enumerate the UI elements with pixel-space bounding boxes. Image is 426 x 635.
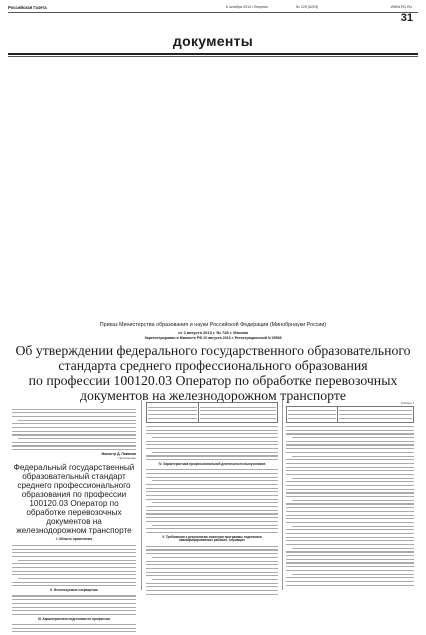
section-rule-thin (8, 56, 418, 57)
text-line (146, 532, 278, 533)
text-line (18, 560, 136, 561)
text-line (286, 444, 414, 445)
text-line (146, 564, 278, 565)
text-line (146, 430, 278, 431)
text-line (286, 570, 414, 571)
text-line (12, 595, 136, 596)
text-line (12, 610, 136, 611)
headline-line-1: Об утверждении федерального государственного образовательного (15, 343, 411, 358)
text-line (12, 556, 136, 557)
text-line (288, 414, 336, 415)
text-line (12, 628, 136, 629)
text-line (146, 426, 278, 427)
page-number: 31 (400, 12, 413, 24)
headline-line-2: стандарта среднего профессионального образования (58, 358, 368, 373)
newspaper-name: Российская Газета (8, 5, 47, 10)
text-line (200, 407, 276, 408)
text-line (286, 544, 414, 545)
masthead-rule (8, 12, 418, 13)
text-line (286, 540, 414, 541)
order-date: от 2 августа 2013 г. № 728 г. Москва (178, 330, 248, 335)
body-column-1 (12, 406, 136, 635)
text-line (286, 474, 414, 475)
section-title: документы (172, 33, 254, 49)
text-line (288, 418, 336, 419)
text-line (146, 513, 278, 514)
text-line (286, 489, 414, 490)
text-line (146, 499, 278, 500)
column-divider (141, 400, 142, 590)
blank-area (8, 62, 418, 317)
issue-number: № 225 (6203) (296, 5, 319, 9)
text-line (286, 463, 414, 464)
training-periods-table (286, 406, 414, 424)
table-row (147, 403, 278, 423)
text-line (200, 410, 276, 411)
text-line (146, 568, 278, 569)
text-line (286, 529, 414, 530)
text-line (152, 557, 278, 558)
text-line (286, 470, 414, 471)
text-line (12, 582, 136, 583)
text-line (286, 467, 414, 468)
section-heading-2: II. Используемые сокращения (50, 588, 98, 593)
section-rule-thick (8, 53, 418, 55)
issue-date: 6 октября 2013 • Вторник (226, 5, 268, 9)
text-line (146, 590, 278, 591)
text-line (146, 455, 278, 456)
text-line (146, 583, 278, 584)
text-line (146, 495, 278, 496)
text-line (146, 448, 278, 449)
table-cell (199, 403, 278, 423)
text-line (12, 631, 136, 632)
text-line (286, 511, 414, 512)
order-issuer: Приказ Министерства образования и науки Российской Федерации (Минобрнауки России) (99, 322, 327, 328)
text-line (146, 469, 278, 470)
text-line (286, 585, 414, 586)
column-divider (282, 400, 283, 590)
text-line (12, 409, 136, 410)
text-line (146, 510, 278, 511)
text-line (286, 496, 414, 497)
text-line (292, 478, 414, 479)
text-line (146, 517, 278, 518)
text-line (146, 575, 278, 576)
text-line (146, 528, 278, 529)
text-line (286, 551, 414, 552)
text-line (286, 577, 414, 578)
text-line (12, 574, 136, 575)
order-registration: Зарегистрирован в Минюсте РФ 20 августа 2013 г. Регистрационный N 29598 (144, 336, 282, 340)
headline-line-4: документов на железнодорожном транспорте (79, 388, 346, 403)
text-line (286, 515, 414, 516)
text-line (152, 480, 278, 481)
text-line (339, 414, 412, 415)
text-line (146, 561, 278, 562)
text-line (286, 492, 414, 493)
table-cell (287, 406, 338, 423)
text-line (146, 546, 278, 547)
text-line (12, 427, 136, 428)
text-line (12, 585, 136, 586)
text-line (148, 418, 197, 419)
text-line (286, 537, 414, 538)
section-heading-3: III. Характеристика подготовки по профессии (38, 616, 110, 621)
text-line (12, 449, 136, 450)
text-line (286, 562, 414, 563)
text-line (292, 456, 414, 457)
text-line (18, 420, 136, 421)
text-line (286, 566, 414, 567)
text-line (286, 522, 414, 523)
text-line (146, 433, 278, 434)
text-line (286, 581, 414, 582)
text-line (152, 579, 278, 580)
table-label: Таблица 1 (400, 402, 414, 405)
text-line (12, 445, 136, 446)
text-line (18, 578, 136, 579)
text-line (12, 571, 136, 572)
text-line (12, 416, 136, 417)
standard-title: Федеральный государственный образовательный стандарт среднего профессионального образования по профессии 100120.03 Оператор по обработке перевозочных документов на железнодорожном транспорте (13, 463, 135, 536)
text-line (339, 418, 412, 419)
text-line (292, 548, 414, 549)
text-line (148, 414, 197, 415)
text-line (12, 434, 136, 435)
text-line (292, 437, 414, 438)
text-line (286, 459, 414, 460)
text-line (286, 533, 414, 534)
text-line (12, 431, 136, 432)
text-line (286, 503, 414, 504)
text-line (152, 525, 278, 526)
text-line (152, 437, 278, 438)
text-line (146, 491, 278, 492)
text-line (146, 594, 278, 595)
section-heading-4: IV. Характеристика профессиональной деятельности выпускников (158, 461, 266, 466)
text-line (12, 549, 136, 550)
text-line (146, 572, 278, 573)
text-line (146, 521, 278, 522)
text-line (339, 410, 412, 411)
text-line (146, 488, 278, 489)
table-cell (337, 406, 413, 423)
text-line (146, 444, 278, 445)
text-line (148, 407, 197, 408)
minister-signature: Министр Д. Ливанов (101, 451, 136, 456)
text-line (146, 549, 278, 550)
text-line (18, 438, 136, 439)
text-line (200, 418, 276, 419)
body-column-2 (146, 402, 278, 597)
text-line (146, 506, 278, 507)
text-line (286, 481, 414, 482)
text-line (152, 452, 278, 453)
document-headline (12, 343, 414, 403)
text-line (286, 433, 414, 434)
text-line (12, 603, 136, 604)
text-line (286, 518, 414, 519)
section-heading-5: V. Требования к результатам освоения программы подготовки квалифицированных рабочих, служащих (162, 534, 262, 543)
text-line (286, 452, 414, 453)
text-line (12, 545, 136, 546)
text-line (286, 485, 414, 486)
text-line (286, 426, 414, 427)
text-line (12, 624, 136, 625)
text-line (146, 553, 278, 554)
text-line (146, 477, 278, 478)
annex-label: Приложение (118, 455, 136, 460)
text-line (292, 500, 414, 501)
text-line (200, 414, 276, 415)
text-line (12, 567, 136, 568)
headline-line-3: по профессии 100120.03 Оператор по обработке перевозочных (28, 373, 398, 388)
table-row (287, 406, 414, 423)
text-line (12, 614, 136, 615)
text-line (286, 559, 414, 560)
text-line (12, 412, 136, 413)
text-line (286, 507, 414, 508)
text-line (288, 410, 336, 411)
text-line (12, 552, 136, 553)
text-line (12, 442, 136, 443)
text-line (146, 441, 278, 442)
text-line (148, 410, 197, 411)
table-cell (147, 403, 199, 423)
text-line (286, 430, 414, 431)
text-line (12, 563, 136, 564)
text-line (292, 526, 414, 527)
text-line (146, 586, 278, 587)
body-column-3 (286, 402, 414, 588)
text-line (12, 423, 136, 424)
text-line (12, 607, 136, 608)
website-link[interactable]: WWW.RG.RU (390, 5, 412, 9)
text-line (292, 574, 414, 575)
text-line (286, 441, 414, 442)
section-heading-1: I. Область применения (55, 537, 93, 542)
qualification-table (146, 402, 278, 423)
text-line (146, 484, 278, 485)
text-line (286, 448, 414, 449)
text-line (152, 502, 278, 503)
text-line (146, 459, 278, 460)
text-line (146, 473, 278, 474)
text-line (286, 555, 414, 556)
